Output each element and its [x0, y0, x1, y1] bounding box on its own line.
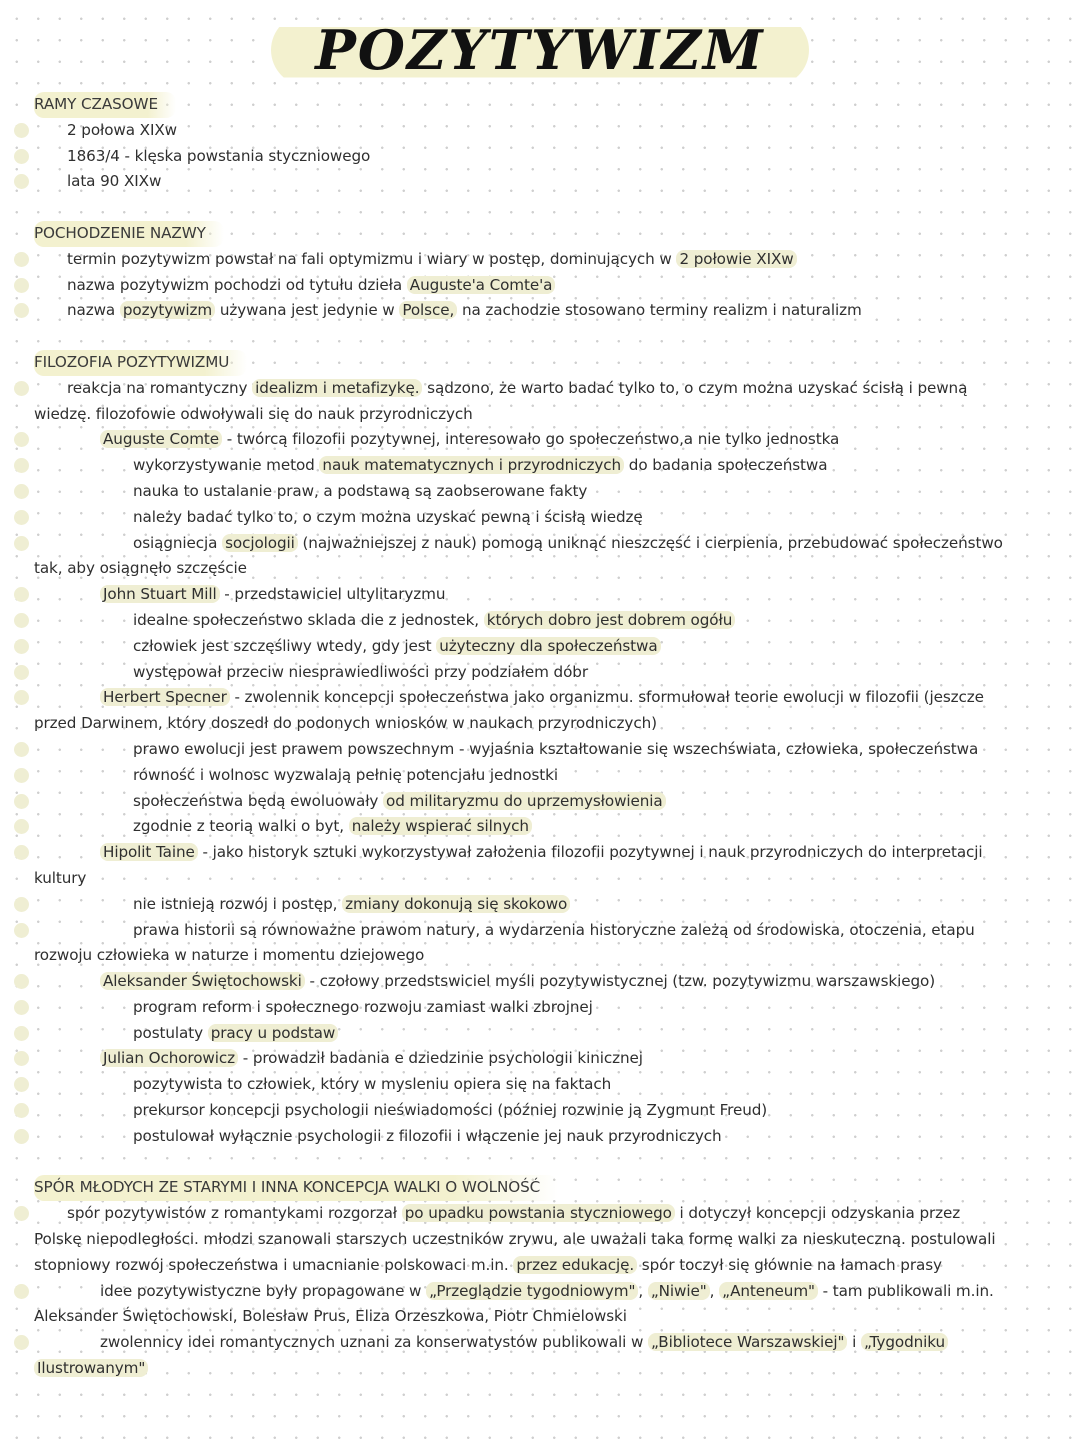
highlight: idealizm i metafizykę.: [252, 379, 422, 397]
text: na zachodzie stosowano terminy realizm i naturalizm: [457, 301, 862, 320]
highlight: socjologii: [222, 534, 298, 552]
list-item: [34, 789, 1024, 815]
text: - czołowy przedstswiciel myśli pozytywistycznej (tzw. pozytywizmu warszawskiego): [304, 972, 936, 991]
text: zwolennicy idei romantycznych uznani za konserwatystów publikowali w: [100, 1333, 649, 1352]
text: stopniowy rozwój społeczeństwa i umacnianie polskowaci m.in.: [34, 1255, 514, 1274]
text: - przedstawiciel ultylitaryzmu: [219, 585, 446, 604]
text: używana jest jedynie w: [215, 301, 400, 320]
section-spor: [34, 1175, 1024, 1381]
continuation-line: Polskę niepodległości. młodzi szanowali starszych uczestników zrywu, ale uważali taka formę walki za nieskuteczną. postulowali: [34, 1230, 996, 1249]
philosopher-item: [34, 840, 1024, 866]
list-item: 2 połowa XIXw: [34, 118, 1024, 144]
list-item: [34, 376, 1024, 402]
text: ,: [709, 1281, 720, 1300]
list-item: [34, 634, 1024, 660]
continuation-line: [34, 1253, 1024, 1279]
philosopher-name: John Stuart Mill: [100, 585, 220, 603]
highlight: nauk matematycznych i przyrodniczych: [319, 456, 624, 474]
list-item: program reform i społecznego rozwoju zamiast walki zbrojnej: [34, 995, 1024, 1021]
text: i: [847, 1333, 861, 1352]
philosopher-item: [34, 1046, 1024, 1072]
title-wrap: [0, 14, 1080, 86]
list-item: [34, 608, 1024, 634]
list-item: [34, 1330, 1024, 1356]
section-filozofia: [34, 350, 1024, 1150]
list-item: pozytywista to człowiek, który w mysleniu opiera się na faktach: [34, 1072, 1024, 1098]
text: - tam publikowali m.in.: [817, 1281, 994, 1300]
list-item: [34, 1021, 1024, 1047]
highlight: przez edukację.: [513, 1256, 637, 1274]
text: wykorzystywanie metod: [133, 456, 320, 475]
philosopher-name: Herbert Specner: [100, 688, 230, 706]
list-item: prekursor koncepcji psychologii nieświadomości (później rozwinie ją Zygmunt Freud): [34, 1098, 1024, 1124]
philosopher-item: [34, 427, 1024, 453]
text: nazwa pozytywizm pochodzi od tytułu dzieła: [67, 275, 407, 294]
list-item: [34, 453, 1024, 479]
list-item: nauka to ustalanie praw, a podstawą są zaobserowane fakty: [34, 479, 1024, 505]
highlight: 2 połowie XIXw: [676, 250, 796, 268]
highlight: Auguste'a Comte'a: [407, 276, 556, 294]
list-item: postulował wyłącznie psychologii z filozofii i włączenie jej nauk przyrodniczych: [34, 1124, 1024, 1150]
text: sądzono, że warto badać tylko to, o czym można uzyskać ścisłą i pewną: [422, 378, 968, 397]
text: postulaty: [133, 1023, 208, 1042]
philosopher-name: Auguste Comte: [100, 430, 222, 448]
highlight: „Niwie": [648, 1282, 710, 1300]
section-heading: SPÓR MŁODYCH ZE STARYMI I INNA KONCEPCJA WALKI O WOLNOŚĆ: [34, 1175, 558, 1201]
text: idealne społeczeństwo sklada die z jednostek,: [133, 610, 484, 629]
text: (najważniejszej z nauk) pomogą uniknąć nieszczęść i cierpienia, przebudować społeczeństwo: [297, 533, 1003, 552]
highlight: od militaryzmu do uprzemysłowienia: [383, 792, 666, 810]
list-item: [34, 531, 1024, 557]
highlight: użyteczny dla społeczeństwa: [436, 637, 660, 655]
continuation-line: tak, aby osiągnęło szczęście: [34, 559, 247, 578]
list-item: równość i wolnosc wyzwalają pełnię potencjału jednostki: [34, 763, 1024, 789]
continuation-line: wiedzę. filozofowie odwoływali się do nauk przyrodniczych: [34, 404, 473, 423]
text: do badania społeczeństwa: [624, 456, 828, 475]
page-title: POZYTYWIZM: [271, 14, 808, 86]
text: - twórcą filozofii pozytywnej, interesowało go społeczeństwo,a nie tylko jednostka: [222, 430, 840, 449]
highlight: po upadku powstania styczniowego: [402, 1204, 675, 1222]
continuation-line: [34, 1356, 1024, 1382]
text: termin pozytywizm powstał na fali optymizmu i wiary w postęp, dominujących w: [67, 249, 677, 268]
philosopher-name: Aleksander Świętochowski: [100, 972, 305, 990]
philosopher-item: [34, 969, 1024, 995]
highlight: Ilustrowanym": [34, 1359, 148, 1377]
highlight: „Anteneum": [719, 1282, 818, 1300]
philosopher-name: Hipolit Taine: [100, 843, 198, 861]
philosopher-item: [34, 685, 1024, 711]
text: osiągniecja: [133, 533, 223, 552]
text: i dotyczył koncepcji odzyskania przez: [674, 1204, 961, 1223]
highlight: „Bibliotece Warszawskiej": [648, 1333, 847, 1351]
section-nazwa: [34, 221, 1024, 324]
list-item: [34, 892, 1024, 918]
text: - zwolennik koncepcji społeczeństwa jako organizmu. sformułował teorie ewolucji w filozofii (jeszcze: [229, 688, 984, 707]
highlight: „Przeglądzie tygodniowym": [426, 1282, 638, 1300]
highlight: „Tygodniku: [861, 1333, 948, 1351]
text: człowiek jest szczęśliwy wtedy, gdy jest: [133, 636, 437, 655]
text: spór toczył się głównie na łamach prasy: [637, 1255, 942, 1274]
list-item: należy badać tylko to, o czym można uzyskać pewną i ścisłą wiedzę: [34, 505, 1024, 531]
section-ramy: [34, 92, 1024, 195]
list-item: [34, 1279, 1024, 1305]
highlight: zmiany dokonują się skokowo: [342, 895, 570, 913]
list-item: [34, 814, 1024, 840]
text: - jako historyk sztuki wykorzystywał założenia filozofii pozytywnej i nauk przyrodniczych do interpretacji: [197, 843, 983, 862]
list-item: prawa historii są równoważne prawom natury, a wydarzenia historyczne zależą od środowiska, otoczenia, etapu: [34, 918, 1024, 944]
continuation-line: rozwoju człowieka w naturze i momentu dziejowego: [34, 946, 425, 965]
text: - prowadził badania e dziedzinie psychologii kinicznej: [238, 1049, 643, 1068]
list-item: prawo ewolucji jest prawem powszechnym - wyjaśnia kształtowanie się wszechświata, człowieka, społeczeństwa: [34, 737, 1024, 763]
section-heading: RAMY CZASOWE: [34, 92, 176, 118]
continuation-line: kultury: [34, 868, 87, 887]
philosopher-item: [34, 582, 1024, 608]
text: społeczeństwa będą ewoluowały: [133, 791, 384, 810]
highlight: pracy u podstaw: [208, 1024, 338, 1042]
highlight: Polsce,: [399, 301, 457, 319]
list-item: lata 90 XIXw: [34, 169, 1024, 195]
philosopher-name: Julian Ochorowicz: [100, 1049, 238, 1067]
list-item: 1863/4 - klęska powstania styczniowego: [34, 144, 1024, 170]
highlight: należy wspierać silnych: [349, 817, 532, 835]
text: nazwa: [67, 301, 120, 320]
section-heading: FILOZOFIA POZYTYWIZMU: [34, 350, 247, 376]
highlight: pozytywizm: [120, 301, 215, 319]
list-item: występował przeciw niesprawiedliwości przy podziałem dóbr: [34, 660, 1024, 686]
text: spór pozytywistów z romantykami rozgorzał: [67, 1204, 402, 1223]
text: reakcja na romantyczny: [67, 378, 253, 397]
list-item: [34, 273, 1024, 299]
list-item: [34, 298, 1024, 324]
highlight: których dobro jest dobrem ogółu: [484, 611, 735, 629]
note-document: [34, 92, 1024, 1408]
list-item: [34, 247, 1024, 273]
text: zgodnie z teorią walki o byt,: [133, 817, 349, 836]
list-item: [34, 1201, 1024, 1227]
continuation-line: Aleksander Świętochowski, Bolesław Prus, Eliza Orzeszkowa, Piotr Chmielowski: [34, 1307, 627, 1326]
text: ,: [638, 1281, 648, 1300]
text: idee pozytywistyczne były propagowane w: [100, 1281, 427, 1300]
section-heading: POCHODZENIE NAZWY: [34, 221, 224, 247]
continuation-line: przed Darwinem, który doszedł do podonych wniosków w naukach przyrodniczych): [34, 714, 657, 733]
text: nie istnieją rozwój i postęp,: [133, 894, 343, 913]
